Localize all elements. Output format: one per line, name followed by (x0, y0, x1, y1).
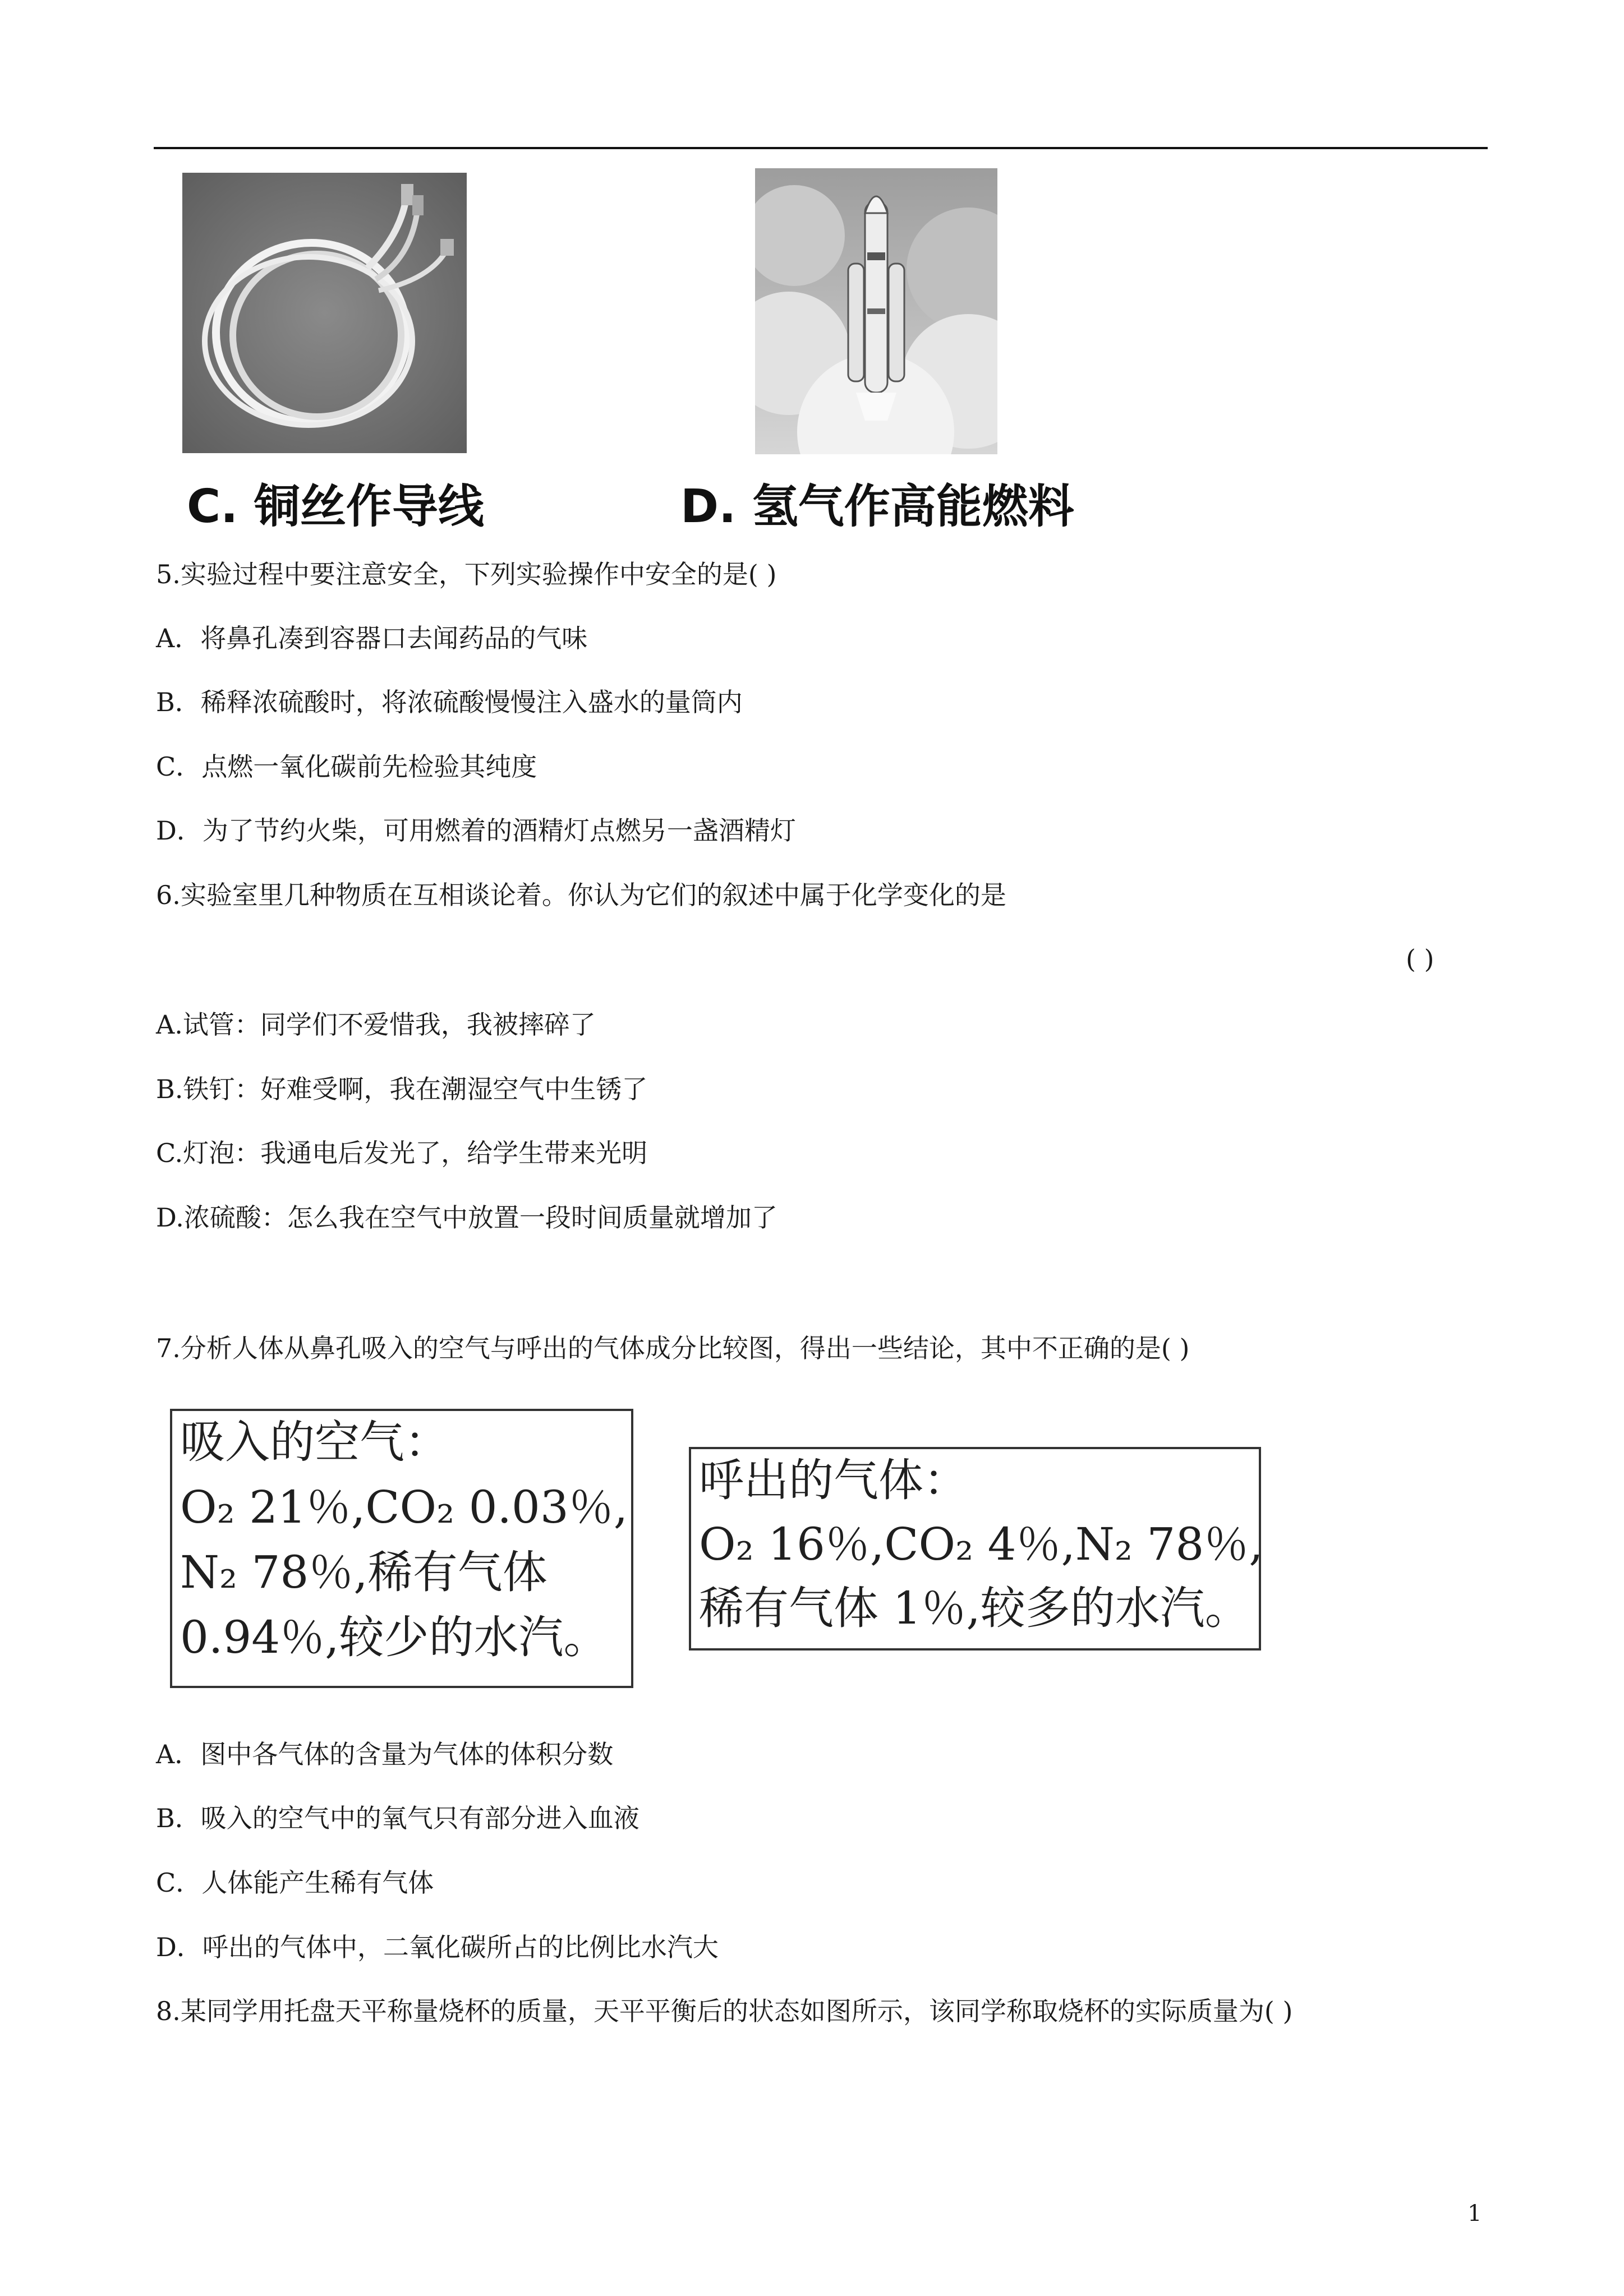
q6-answer-bracket: ( ) (1406, 944, 1434, 974)
q5-option-d: D．为了节约火柴，可用燃着的酒精灯点燃另一盏酒精灯 (156, 815, 796, 846)
q7-option-c: C．人体能产生稀有气体 (156, 1868, 434, 1898)
q6-option-a: A.试管：同学们不爱惜我，我被摔碎了 (156, 1009, 596, 1040)
copper-wire-coil-icon (182, 173, 467, 453)
q6-option-b: B.铁钉：好难受啊，我在潮湿空气中生锈了 (156, 1074, 648, 1104)
page-number: 1 (1467, 2201, 1482, 2226)
q5-stem: 5.实验过程中要注意安全，下列实验操作中安全的是( ) (156, 559, 777, 589)
q6-option-d: D.浓硫酸：怎么我在空气中放置一段时间质量就增加了 (156, 1202, 778, 1233)
exhaled-title: 呼出的气体： (699, 1454, 968, 1506)
option-d-caption: D. 氢气作高能燃料 (680, 480, 1074, 533)
exhaled-line-1: O₂ 16％,CO₂ 4％,N₂ 78％, (699, 1518, 1263, 1570)
rocket-icon (755, 168, 997, 454)
q7-option-d: D．呼出的气体中，二氧化碳所占的比例比水汽大 (156, 1932, 719, 1962)
inhaled-air-box (170, 1409, 633, 1688)
header-rule (154, 147, 1488, 149)
q5-option-b: B．稀释浓硫酸时，将浓硫酸慢慢注入盛水的量筒内 (156, 687, 743, 717)
option-c-caption: C. 铜丝作导线 (187, 480, 484, 533)
q7-stem: 7.分析人体从鼻孔吸入的空气与呼出的气体成分比较图，得出一些结论，其中不正确的是( ) (156, 1333, 1190, 1363)
inhaled-title: 吸入的空气： (180, 1416, 449, 1468)
q7-option-a: A．图中各气体的含量为气体的体积分数 (156, 1739, 614, 1769)
q8-stem: 8.某同学用托盘天平称量烧杯的质量，天平平衡后的状态如图所示，该同学称取烧杯的实际质量为( ) (156, 1996, 1293, 2026)
rocket-photo (755, 168, 997, 454)
exhaled-line-2: 稀有气体 1％,较多的水汽。 (699, 1582, 1250, 1634)
q6-stem: 6.实验室里几种物质在互相谈论着。你认为它们的叙述中属于化学变化的是 (156, 880, 1006, 910)
q7-option-b: B．吸入的空气中的氧气只有部分进入血液 (156, 1803, 640, 1833)
inhaled-line-3: 0.94％,较少的水汽。 (180, 1611, 609, 1663)
inhaled-line-2: N₂ 78％,稀有气体 (180, 1546, 548, 1598)
q6-option-c: C.灯泡：我通电后发光了，给学生带来光明 (156, 1138, 648, 1168)
exhaled-gas-box (689, 1447, 1261, 1650)
q5-option-c: C．点燃一氧化碳前先检验其纯度 (156, 751, 537, 782)
inhaled-line-1: O₂ 21％,CO₂ 0.03％, (180, 1481, 628, 1533)
q5-option-a: A．将鼻孔凑到容器口去闻药品的气味 (156, 623, 588, 653)
copper-wire-photo (182, 173, 467, 453)
